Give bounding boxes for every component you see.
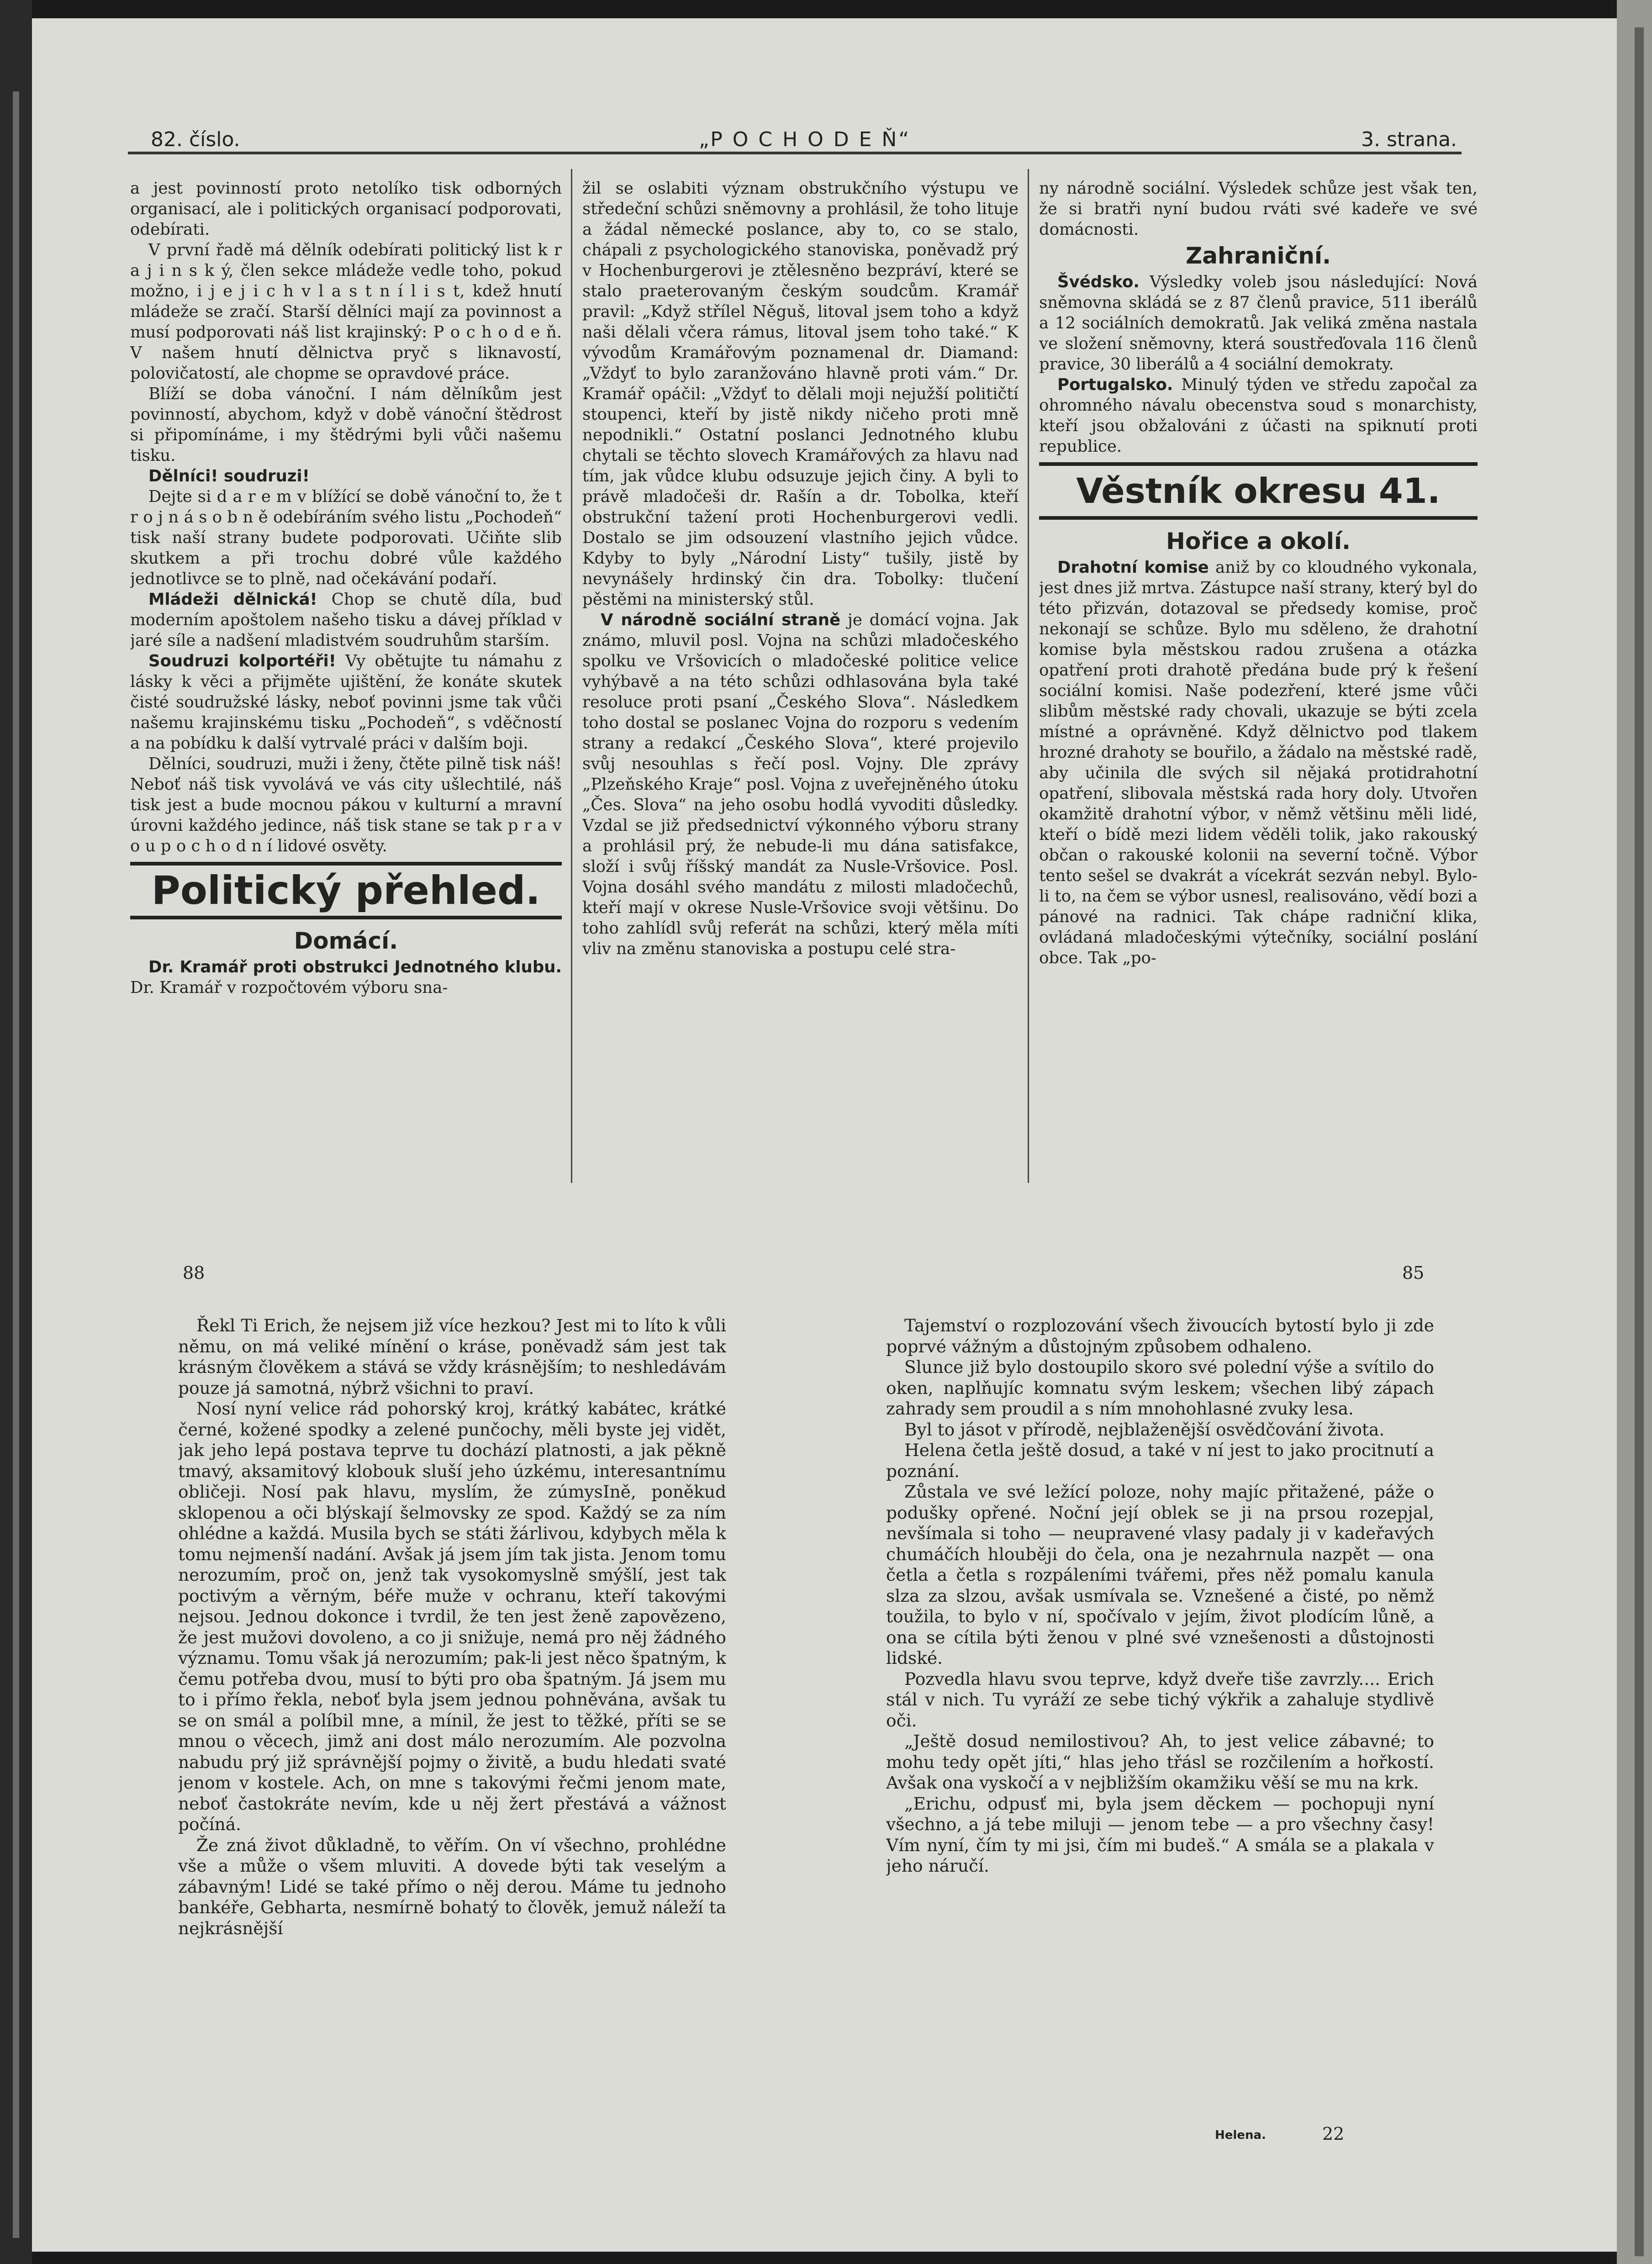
paragraph: ny národně sociální. Výsledek schůze jest však ten, že si bratři nyní budou rváti své kadeře ve své domácnosti. [1039, 179, 1478, 239]
paragraph: Slunce již bylo dostoupilo skoro své polední výše a svítilo do oken, naplňujíc komnatu svým leskem; všechen libý zápach zahrady sem proudil a s ním mnohohlasné zvuky lesa. [886, 1357, 1434, 1419]
scan-right-strip [1635, 27, 1644, 2256]
section-title: Politický přehled. [130, 862, 562, 919]
paragraph: žil se oslabiti význam obstrukčního výstupu ve středeční schůzi sněmovny a prohlásil, že toho lituje a žádal německé poslance, aby to, co se stalo, chápali z psychologického stanoviska, poněvadž prý v Hochenburgerovi je ztělesněno bezpráví, které se stalo praeterovaným českým soudcům. Kramář pravil: „Když střílel Něguš, litoval jsem toho a když naši dělali včera rámus, litoval jsem toho také.“ K vývodům Kramářovým poznamenal dr. Diamand: „Vždyť to bylo zaranžováno hlavně proti vám.“ Dr. Kramář opáčil: „Vždyť to dělali moji nejužší političtí stoupenci, kteří by jistě nikdy ničeho proti mně nepodnikli.“ Ostatní poslanci Jednotného klubu chytali se těchto slovech Kramářových za hlavu nad tím, jak vůdce klubu odsuzuje jejich činy. A byli to právě mladočeši dr. Rašín a dr. Tobolka, kteří obstrukční tažení proti Hochenburgerovi vedli. Dostalo se jim odsouzení vlastního jejich vůdce. Kdyby to byly „Národní Listy“ tušily, jistě by nevynášely hrdinský čin dra. Tobolky: tlučení pěstěmi na ministerský stůl. [582, 179, 1019, 609]
paragraph [1039, 557, 1478, 968]
article-heading: Portugalsko. [1057, 375, 1173, 394]
newspaper-title: „P O C H O D E Ň“ [699, 128, 911, 151]
header-rule [128, 152, 1462, 154]
article-heading: Švédsko. [1057, 273, 1140, 291]
paragraph: Blíží se doba vánoční. I nám dělníkům jest povinností, abychom, když v době vánoční štědrost si připomínáme, i my štědrými byli vůči našemu tisku. [130, 385, 562, 465]
book-page-number-right: 85 [1402, 1263, 1425, 1283]
paragraph-text: Chop se chutě díla, buď moderním apoštolem našeho tisku a dávej příklad v jaré síle a nadšení mladistvém soudruhům starším. [130, 590, 562, 650]
paragraph-text: Minulý týden ve středu započal za ohromného návalu obecenstva soud s monarchisty, kteří jsou obžalováni z účasti na spiknutí proti republice. [1039, 375, 1478, 456]
paragraph-text: Vy obětujte tu námahu z lásky k věci a přijměte ujištění, že konáte skutek čisté soudružské lásky, neboť povinni jsme tak vůči našemu krajinskému tisku „Pochodeň“, s vděčností a na pobídku k další vytrvalé práci v dalším boji. [130, 652, 562, 753]
paragraph: a jest povinností proto netolíko tisk odborných organisací, ale i politických organisací podporovati, odebírati. [130, 179, 562, 239]
paragraph: Tajemství o rozplozování všech živoucích bytostí bylo ji zde poprvé vážným a důstojným způsobem odhaleno. [886, 1315, 1434, 1356]
subsection-title: Zahraniční. [1185, 243, 1331, 269]
paragraph-text: Výsledky voleb jsou následující: Nová sněmovna skládá se z 87 členů pravice, 511 iberálů a 12 sociálních demokratů. Jak veliká změna nastala ve složení sněmovny, která soustřeďovala 116 členů pravice, 30 liberálů a 4 sociální demokraty. [1039, 273, 1478, 374]
paragraph: V první řadě má dělník odebírati politický list k r a j i n s k ý, člen sekce mládeže vedle toho, pokud možno, i j e j i c h v l a s t n í l i s t, kdež hnutí mládeže se zračí. Starší dělníci mají za povinnost a musí podporovati náš list krajinský: P o c h o d e ň. V našem hnutí dělnictva pryč s liknavostí, polovičatostí, ale chopme se opravdové práce. [130, 241, 562, 383]
scan-left-strip [13, 91, 19, 2238]
issue-number: 82. číslo. [151, 128, 240, 151]
article-heading: V národně sociální straně [601, 611, 841, 629]
paragraph: Byl to jásot v přírodě, nejblaženější osvědčování života. [904, 1419, 1385, 1440]
page-number: 3. strana. [1361, 128, 1457, 151]
paragraph: Dejte si d a r e m v blížící se době vánoční to, že t r o j n á s o b n ě odebíráním svého listu „Pochodeň“ tisk naší strany budete podporovati. Učiňte slib skutkem a při trochu dobré vůle každého jednotlivce se to plně, nad očekávání podaří. [130, 487, 562, 588]
paragraph: „Ještě dosud nemilostivou? Ah, to jest velice zábavné; to mohu tedy opět jíti,“ hlas jeho třásl se rozčilením a hořkostí. Avšak ona vyskočí a v nejbližším okamžiku věší se mu na krk. [886, 1731, 1434, 1793]
paragraph [130, 957, 562, 998]
subsection-title: Hořice a okolí. [1166, 528, 1351, 554]
book-footer-number: 22 [1322, 2124, 1345, 2144]
column-1 [130, 178, 562, 1183]
paragraph [582, 610, 1019, 959]
appeal-heading: Soudruzi kolportéři! [148, 652, 336, 670]
book-page-left [178, 1315, 726, 2124]
column-divider [1028, 169, 1029, 1183]
paragraph-text: aniž by co kloudného vykonala, jest dnes již mrtva. Zástupce naší strany, který byl do této přizván, dotazoval se předsedy komise, proč nekonají se schůze. Bylo mu sděleno, že drahotní komise byla městskou radou zrušena a otázka opatření proti drahotě předána bude prý k řešení sociální komisi. Naše podezření, které jsme vůči slibům městské rady chovali, ukazuje se býti zcela místné a oprávněné. Když dělnictvo pod tlakem hrozné drahoty se bouřilo, a žádalo na městské radě, aby učinila dle svých sil nějaká protidrahotní opatření, slibovala městská rada hory doly. Utvořen okamžitě drahotní výbor, v němž většinu měli lidé, kteří o bídě mezi lidem věděli tolik, jako rakouský občan o rakouské kolonii na severní točně. Výbor tento sešel se dvakrát a vícekrát sezván nebyl. Bylo-li to, na čem se výbor usnesl, realisováno, vědí bozi a pánové na radnici. Tak chápe radniční klika, ovládaná mladočeskými výtečníky, sociální poslání obce. Tak „po- [1039, 558, 1478, 967]
paragraph: Helena četla ještě dosud, a také v ní jest to jako procitnutí a poznání. [886, 1440, 1434, 1481]
paragraph-text: Dr. Kramář v rozpočtovém výboru sna- [130, 978, 448, 997]
article-heading: Drahotní komise [1057, 558, 1209, 577]
paragraph: Nosí nyní velice rád pohorský kroj, krátký kabátec, krátké černé, kožené spodky a zelené punčochy, měli byste jej vidět, jak jeho lepá postava teprve tu dochází platnosti, a jak pěkně tmavý, aksamitový klobouk sluší jeho úzkému, interesantnímu obličeji. Nosí pak hlavu, myslím, že zúmysIně, poněkud sklopenou a oči blýskají šelmovsky ze spod. Každý se za ním ohlédne a každá. Musila bych se státi žárlivou, kdybych měla k tomu nejmenší nadání. Avšak já jsem jím tak jista. Jenom tomu nerozumím, proč on, jenž tak vysokomyslně smýšlí, jest tak poctivým a věrným, béře muže v ochranu, kteří takovými nejsou. Jednou dokonce i tvrdil, že ten jest ženě zapovězeno, že jest mužovi dovoleno, a co ji snižuje, nemá pro něj žádného významu. Tomu však já nerozumím; pak-li jest něco špatným, k čemu potřeba dvou, musí to býti pro oba špatným. Já jsem mu to i přímo řekla, neboť byla jsem jednou pohněvána, avšak tu se on smál a políbil mne, a mínil, že jest to těžké, příti se se mnou o věcech, jimž ani dost málo nerozumím. Ale pozvolna nabudu prý již správnější pojmy o živitě, a budu hledati svaté jenom v kostele. Ach, on mne s takovými řečmi jenom mate, neboť častokráte nevím, kde u něj žert přestává a vážnost počíná. [178, 1399, 726, 1834]
paragraph: Že zná život důkladně, to věřím. On ví všechno, prohlédne vše a může o všem mluviti. A dovede býti tak veselým a zábavným! Lidé se také přímo o něj derou. Máme tu jednoho bankéře, Gebharta, nesmírně bohatý to člověk, jemuž náleží ta nejkrásnější [178, 1835, 726, 1938]
column-3 [1039, 178, 1478, 1183]
book-page-number-left: 88 [183, 1263, 205, 1283]
book-page-right [886, 1315, 1434, 2124]
paragraph [130, 589, 562, 651]
paragraph: Řekl Ti Erich, že nejsem již více hezkou? Jest mi to líto k vůli němu, on má veliké mínění o kráse, poněvadž sám jest tak krásným člověkem a stává se vždy krásnějším; to neshledávám pouze já samotná, nýbrž všichni to praví. [178, 1315, 726, 1398]
section-title: Věstník okresu 41. [1039, 462, 1478, 520]
paragraph: „Erichu, odpusť mi, byla jsem děckem — pochopuji nyní všechno, a já tebe miluji — jenom tebe — a pro všechny časy! Vím nyní, čím ty mi jsi, čím mi budeš.“ A smála se a plakala v jeho náručí. [886, 1793, 1434, 1876]
paragraph: Pozvedla hlavu svou teprve, když dveře tiše zavrzly.... Erich stál v nich. Tu vyráží ze sebe tichý výkřik a zahaluje stydlivě oči. [886, 1668, 1434, 1731]
paragraph-text: je domácí vojna. Jak známo, mluvil posl. Vojna na schůzi mladočeského spolku ve Vršovicích o mladočeské politice velice vyhýbavě a na této schůzi odhlasována byla také resoluce proti psaní „Českého Slova“. Následkem toho dostal se poslanec Vojna do rozporu s vedením strany a redakcí „Českého Slova“, které projevilo svůj nesouhlas s řečí posl. Vojny. Dle zprávy „Plzeňského Kraje“ posl. Vojna z uveřejněného útoku „Čes. Slova“ na jeho osobu hodlá vyvoditi důsledky. Vzdal se již předsednictví výkonného výboru strany a prohlásil prý, že nebude-li mu dána satisfakce, složí i svůj říšský mandát za Nusle-Vršovice. Posl. Vojna dosáhl svého mandátu z milosti mladočechů, kteří mají v okrese Nusle-Vršovice svoji většinu. Do toho zahlídl svůj referát na schůzi, který měla míti vliv na změnu stanoviska a postupu celé stra- [582, 611, 1019, 958]
paragraph: Zůstala ve své ležící poloze, nohy majíc přitažené, páže o podušky opřené. Noční její oblek se ji na prsou rozepjal, nevšímala si toho — neupravené vlasy padaly ji v kadeřavých chumáčích hlouběji do čela, ona je nezahrnula nazpět — ona četla a četla s rozpáleními tvářemi, přes něž pomalu kanula slza za slzou, avšak usmívala se. Vznešené a čisté, po němž toužila, to bylo v ní, spočívalo v jejím, život plodícím lůně, a ona se cítila býti ženou v plné své vznešenosti a důstojnosti lidské. [886, 1482, 1434, 1668]
appeal-heading: Mládeži dělnická! [148, 590, 317, 609]
paragraph: Dělníci, soudruzi, muži i ženy, čtěte pilně tisk náš! Neboť náš tisk vyvolává ve vás city ušlechtilé, náš tisk jest a bude mocnou pákou v kulturní a mravní úrovni každého jedince, náš tisk stane se tak p r a v o u p o c h o d n í lidové osvěty. [130, 755, 562, 855]
article-heading: Dr. Kramář proti obstrukci Jednotného klubu. [148, 958, 562, 976]
column-2 [582, 178, 1019, 1183]
appeal-heading: Dělníci! soudruzi! [148, 467, 310, 486]
paragraph [1039, 375, 1478, 457]
paragraph [1039, 272, 1478, 375]
book-footer-label: Helena. [1215, 2128, 1266, 2142]
column-divider [571, 169, 572, 1183]
subsection-title: Domácí. [294, 928, 398, 954]
paragraph [130, 651, 562, 754]
